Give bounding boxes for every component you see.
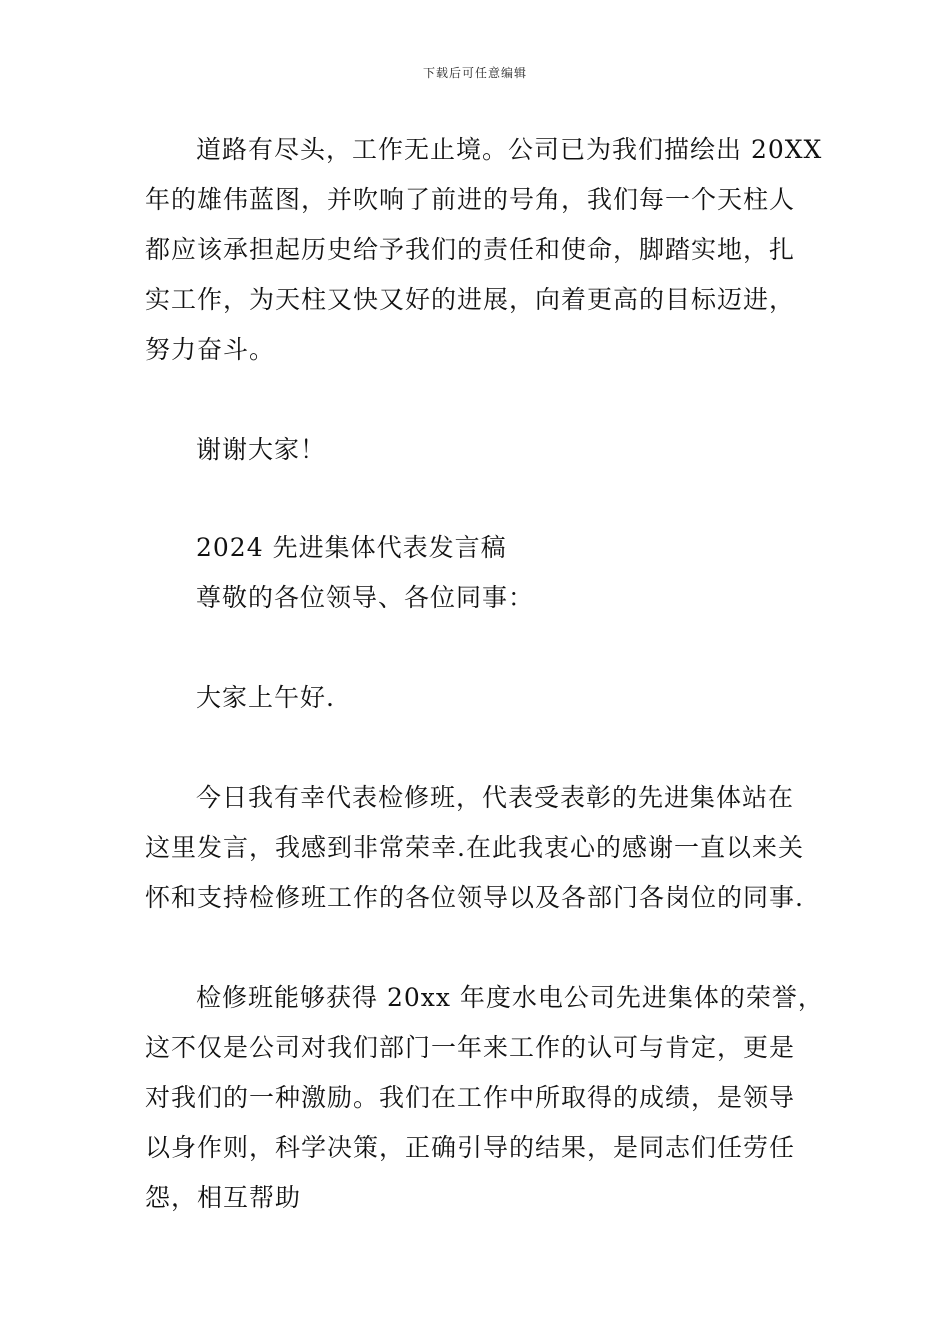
paragraph-line: 都应该承担起历史给予我们的责任和使命，脚踏实地，扎 (145, 235, 796, 264)
paragraph-line: 道路有尽头，工作无止境。公司已为我们描绘出 20XX (196, 135, 823, 164)
paragraph-line: 实工作，为天柱又快又好的进展，向着更高的目标迈进， (145, 285, 796, 314)
paragraph-line: 这里发言，我感到非常荣幸.在此我衷心的感谢一直以来关 (145, 833, 804, 862)
paragraph-line: 年的雄伟蓝图，并吹响了前进的号角，我们每一个天柱人 (145, 185, 796, 214)
paragraph-line: 努力奋斗。 (145, 335, 276, 364)
paragraph-line: 怀和支持检修班工作的各位领导以及各部门各岗位的同事. (145, 883, 804, 912)
paragraph-line: 对我们的一种激励。我们在工作中所取得的成绩，是领导 (145, 1083, 796, 1112)
salutation: 尊敬的各位领导、各位同事： (196, 583, 535, 612)
paragraph-line: 以身作则，科学决策，正确引导的结果，是同志们任劳任 (145, 1133, 796, 1162)
paragraph-line: 怨，相互帮助 (145, 1183, 302, 1212)
paragraph-line: 今日我有幸代表检修班，代表受表彰的先进集体站在 (196, 783, 795, 812)
thanks-line: 谢谢大家！ (196, 435, 327, 464)
speech-title: 2024 先进集体代表发言稿 (196, 533, 507, 562)
paragraph-line: 检修班能够获得 20xx 年度水电公司先进集体的荣誉， (196, 983, 824, 1012)
greeting-line: 大家上午好. (196, 683, 335, 712)
page-header: 下载后可任意编辑 (422, 66, 527, 80)
paragraph-line: 这不仅是公司对我们部门一年来工作的认可与肯定，更是 (145, 1033, 796, 1062)
